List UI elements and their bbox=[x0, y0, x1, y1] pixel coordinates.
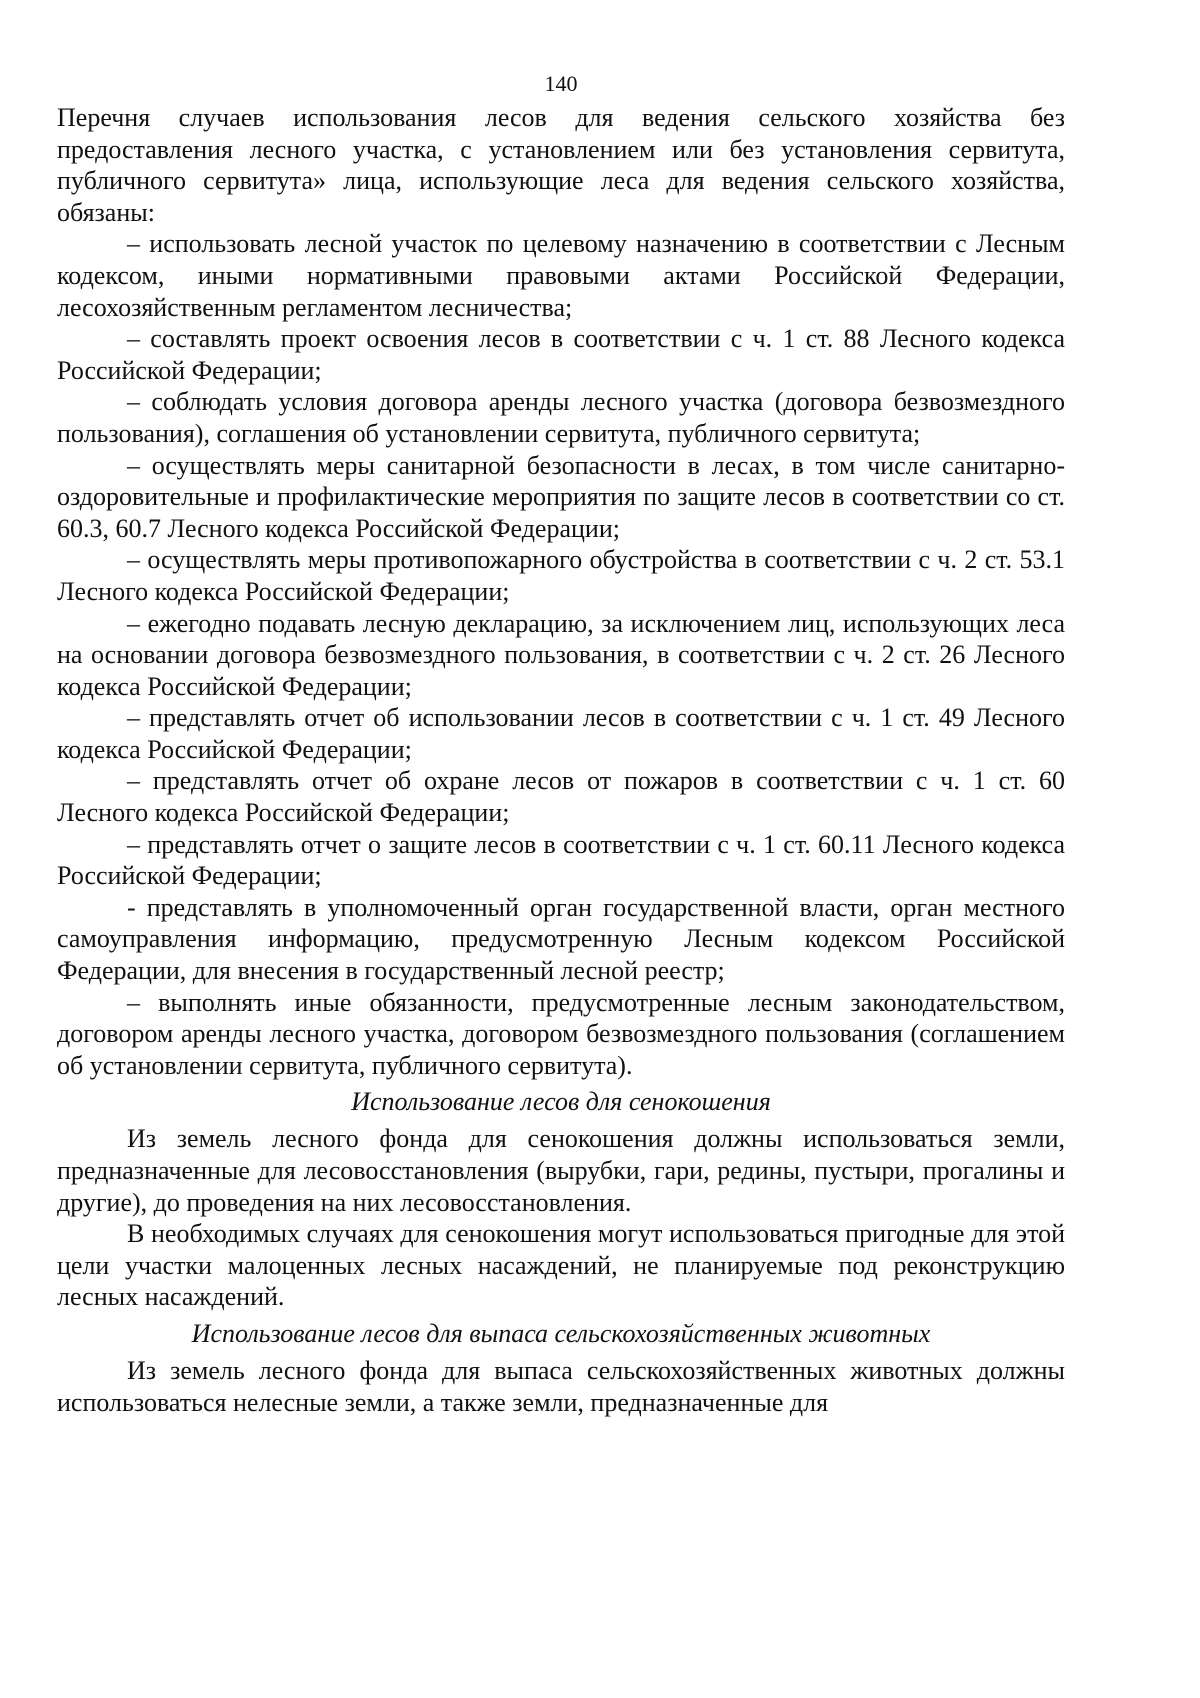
obligations-list bbox=[57, 228, 1065, 1081]
obligation-item: – соблюдать условия договора аренды лесного участка (договора безвозмездного пользования), соглашения об установлении сервитута, публичного сервитута; bbox=[57, 387, 1065, 448]
haymaking-paragraph: Из земель лесного фонда для сенокошения должны использоваться земли, предназначенные для лесовосстановления (вырубки, гари, редины, пустыри, прогалины и другие), до проведения на них лесовосстановления. bbox=[57, 1124, 1065, 1217]
section-heading-haymaking: Использование лесов для сенокошения bbox=[351, 1087, 771, 1117]
grazing-paragraph: Из земель лесного фонда для выпаса сельскохозяйственных животных должны использоваться нелесные земли, а также земли, предназначенные для bbox=[57, 1355, 1065, 1417]
obligation-item: – осуществлять меры санитарной безопасности в лесах, в том числе санитарно-оздоровительные и профилактические мероприятия по защите лесов в соответствии со ст. 60.3, 60.7 Лесного кодекса Российской Федерации; bbox=[57, 450, 1065, 543]
page-number: 140 bbox=[544, 71, 578, 96]
obligation-item: – выполнять иные обязанности, предусмотренные лесным законодательством, договором аренды лесного участка, договором безвозмездного пользования (соглашением об установлении сервитута, публичного сервитута). bbox=[57, 987, 1065, 1080]
obligation-item: – составлять проект освоения лесов в соответствии с ч. 1 ст. 88 Лесного кодекса Российской Федерации; bbox=[57, 324, 1065, 385]
obligation-item: – представлять отчет об использовании лесов в соответствии с ч. 1 ст. 49 Лесного кодекса Российской Федерации; bbox=[57, 703, 1065, 764]
haymaking-paragraph: В необходимых случаях для сенокошения могут использоваться пригодные для этой цели участки малоценных лесных насаждений, не планируемые под реконструкцию лесных насаждений. bbox=[57, 1219, 1065, 1312]
obligation-item: – осуществлять меры противопожарного обустройства в соответствии с ч. 2 ст. 53.1 Лесного кодекса Российской Федерации; bbox=[57, 545, 1065, 606]
obligation-item: - представлять в уполномоченный орган государственной власти, орган местного самоуправления информацию, предусмотренную Лесным кодексом Российской Федерации, для внесения в государственный лесной реестр; bbox=[57, 892, 1065, 986]
obligation-item: – ежегодно подавать лесную декларацию, за исключением лиц, использующих леса на основании договора безвозмездного пользования, в соответствии с ч. 2 ст. 26 Лесного кодекса Российской Федерации; bbox=[57, 608, 1065, 701]
obligation-item: – представлять отчет об охране лесов от пожаров в соответствии с ч. 1 ст. 60 Лесного кодекса Российской Федерации; bbox=[57, 766, 1065, 828]
obligation-item: – представлять отчет о защите лесов в соответствии с ч. 1 ст. 60.11 Лесного кодекса Российской Федерации; bbox=[57, 829, 1065, 891]
intro-paragraph: Перечня случаев использования лесов для ведения сельского хозяйства без предоставления лесного участка, с установлением или без установления сервитута, публичного сервитута» лица, использующие леса для ведения сельского хозяйства, обязаны: bbox=[57, 103, 1065, 227]
section-heading-grazing: Использование лесов для выпаса сельскохозяйственных животных bbox=[191, 1318, 931, 1348]
document-page bbox=[57, 70, 1065, 1418]
obligation-item: – использовать лесной участок по целевому назначению в соответствии с Лесным кодексом, иными нормативными правовыми актами Российской Федерации, лесохозяйственным регламентом лесничества; bbox=[57, 229, 1065, 322]
